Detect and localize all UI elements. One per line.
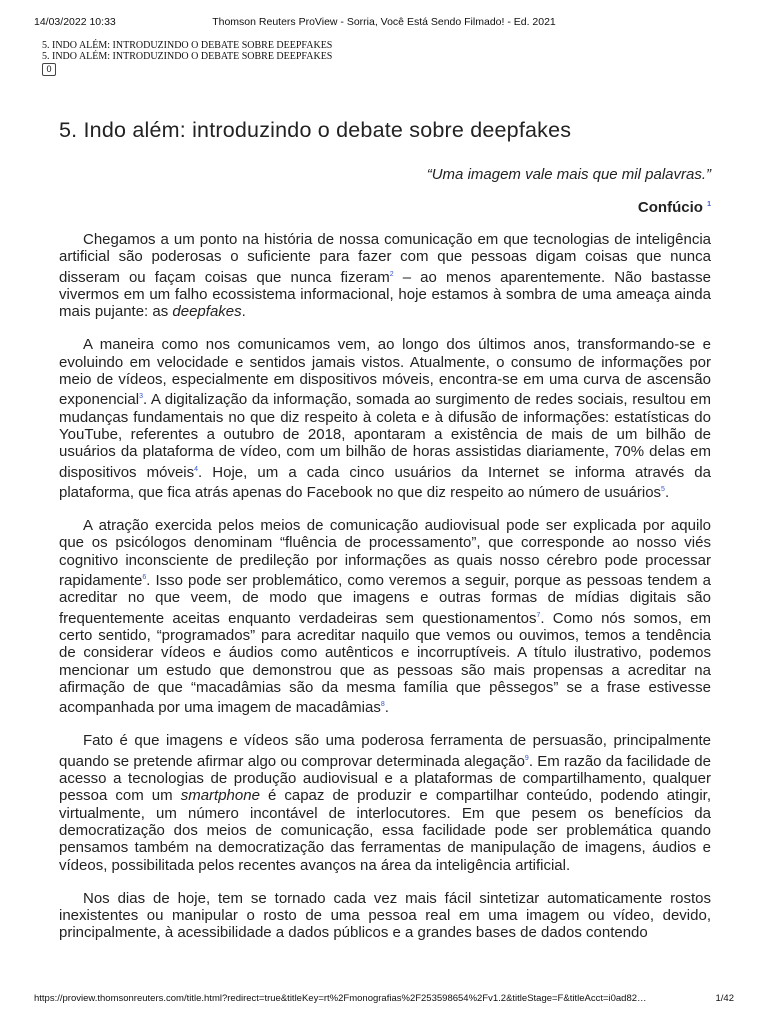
breadcrumb-link[interactable]: 5. INDO ALÉM: INTRODUZINDO O DEBATE SOBRE DEEPFAKES <box>42 50 333 62</box>
breadcrumb-link[interactable]: 5. INDO ALÉM: INTRODUZINDO O DEBATE SOBRE DEEPFAKES <box>42 40 333 51</box>
breadcrumb <box>42 41 332 62</box>
footnote-link[interactable]: 8 <box>380 701 385 709</box>
footnote-link[interactable]: 7 <box>536 611 541 619</box>
footnote-link[interactable]: 4 <box>194 465 199 473</box>
epigraph-attribution <box>638 199 711 216</box>
footnote-link[interactable]: 9 <box>524 754 529 762</box>
emphasis-text: deepfakes <box>172 303 242 321</box>
paragraph: Chegamos a um ponto na história de nossa comunicação em que tecnologias de inteligência artificial são poderosas o suficiente para fazer com que pessoas digam coisas que nunca disseram ou façam coisas que nunca fizeram$^2$ – ao menos aparentemente. Não bastasse vivermos em um falho ecossistema informacional, hoje estamos à sombra de uma ameaça ainda mais pujante: as deepfakes. <box>59 231 711 321</box>
attribution-author: Confúcio <box>637 199 703 216</box>
document-title: Thomson Reuters ProView - Sorria, Você Está Sendo Filmado! - Ed. 2021 <box>212 16 556 28</box>
emphasis-text: smartphone <box>180 787 260 805</box>
paragraph: A maneira como nos comunicamos vem, ao longo dos últimos anos, transformando-se e evoluindo em velocidade e sentidos jamais vistos. Atualmente, o consumo de informações por meio de vídeos, especialmente em dispositivos móveis, encontra-se em uma curva de ascensão exponencial$^3$. A digitalização da informação, somada ao surgimento de redes sociais, resultou em mudanças fundamentais no que diz respeito à coleta e à difusão de informações: estatísticas do YouTube, referentes a outubro de 2018, apontaram a existência de mais de um bilhão de usuários da plataforma de vídeo, com um bilhão de horas assistidas diariamente, 70% delas em dispositivos móveis$^4$. Hoje, um a cada cinco usuários da Internet se informa através da plataforma, que fica atrás apenas do Facebook no que diz respeito ao número de usuários$^5$. <box>59 336 711 501</box>
footnote-link[interactable]: 2 <box>389 270 394 278</box>
chapter-body <box>59 231 711 958</box>
page-count: 1/42 <box>715 993 734 1004</box>
footnote-link[interactable]: 6 <box>142 574 147 582</box>
footnote-link[interactable]: 5 <box>661 485 665 493</box>
paragraph: Nos dias de hoje, tem se tornado cada vez mais fácil sintetizar automaticamente rostos inexistentes ou manipular o rosto de uma pessoa real em uma imagem ou vídeo, devido, principalmente, à acessibilidade a dados públicos e a grandes bases de dados contendo <box>59 889 711 942</box>
chapter-title: 5. Indo além: introduzindo o debate sobre deepfakes <box>59 118 572 142</box>
page-marker[interactable]: 0 <box>42 63 56 76</box>
epigraph-quote: “Uma imagem vale mais que mil palavras.” <box>426 166 711 183</box>
footnote-link[interactable]: 1 <box>707 201 711 208</box>
chapter-header <box>59 118 711 143</box>
paragraph: Fato é que imagens e vídeos são uma poderosa ferramenta de persuasão, principalmente quando se pretende afirmar algo ou comprovar determinada alegação$^9$. Em razão da facilidade de acesso a tecnologias de produção audiovisual e a plataformas de compartilhamento, qualquer pessoa com um smartphone é capaz de produzir e compartilhar conteúdo, podendo atingir, virtualmente, um número incontável de interlocutores. Em que pesem os benefícios da democratização dos meios de comunicação, essa facilidade pode ser problemática quando pensamos também na democratização das ferramentas de manipulação de imagens, áudios e vídeos, possibilitada pelos recentes avanços na área da inteligência artificial. <box>59 732 711 874</box>
paragraph: A atração exercida pelos meios de comunicação audiovisual pode ser explicada por aquilo que os psicólogos denominam “fluência de processamento”, que corresponde ao nosso viés cognitivo inconsciente de predileção por informações as quais nosso cérebro pode processar rapidamente$^6$. Isso pode ser problemático, como veremos a seguir, porque as pessoas tendem a acreditar no que veem, de modo que imagens e outras formas de mídias digitais são frequentemente aceitas enquanto verdadeiras sem questionamentos$^7$. Como nós somos, em certo sentido, “programados” para acreditar naquilo que vemos ou ouvimos, temos a tendência de considerar vídeos e áudios como autênticos e incorruptíveis. A título ilustrativo, podemos mencionar um estudo que demonstrou que as pessoas são mais propensas a acreditar na afirmação de que “macadâmias são da mesma família que pêssegos” se a frase estivesse acompanhada por uma imagem de macadâmias$^8$. <box>59 517 711 717</box>
print-header <box>34 16 734 30</box>
page-url: https://proview.thomsonreuters.com/title.html?redirect=true&titleKey=rt%2Fmonografias%2F253598654%2Fv1.2&titleStage=F&titleAcct=i0ad82… <box>34 993 647 1004</box>
footnote-link[interactable]: 3 <box>139 393 143 401</box>
print-date: 14/03/2022 10:33 <box>34 16 116 28</box>
